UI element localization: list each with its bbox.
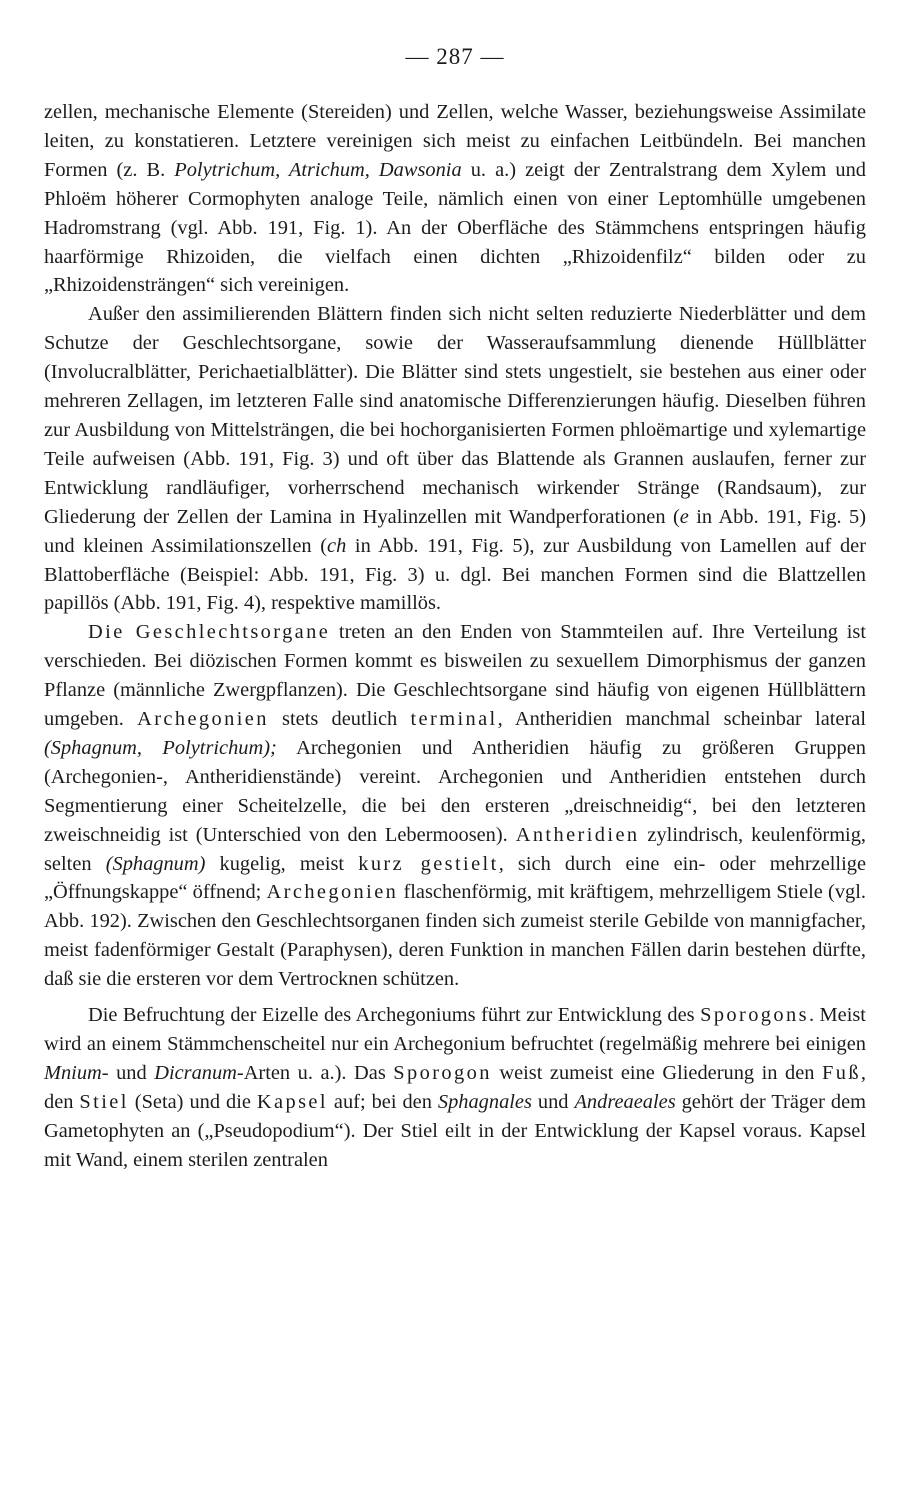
text-run: flaschenförmig, mit kräftigem, mehrzelligem Stiele (vgl. Abb. 192). Zwischen den Geschlechtsorganen finden sich zumeist sterile Gebilde von mannigfacher, meist fadenförmiger Gestalt (Paraphysen), deren Funktion in manchen Fällen darin bestehen dürfte, daß sie die ersteren vor dem Vertrocknen schützen. — [44, 881, 866, 991]
text-run: Arten u. a.). Das — [243, 1061, 394, 1084]
spaced-term: Kapsel — [256, 1090, 328, 1113]
paragraph-leaves — [44, 300, 866, 618]
paragraph-sporogon — [44, 1001, 866, 1174]
italic-term: Sphagnales — [437, 1090, 532, 1113]
text-run: auf; bei den — [327, 1090, 438, 1113]
paragraph-stem-anatomy — [44, 98, 866, 300]
italic-term: Dicranum- — [154, 1061, 244, 1084]
page-number: — 287 — — [405, 44, 505, 69]
spaced-term: Stiel — [79, 1090, 129, 1113]
text-run: . Meist wird an einem Stämmchenscheitel nur ein Archegonium befruchtet (regelmäßig mehrere bei einigen — [44, 1004, 866, 1055]
text-run: in Abb. 191, Fig. 5), zur Ausbildung von Lamellen auf der Blattoberfläche (Beispiel: Abb. 191, Fig. 3) u. dgl. Bei manchen Formen sind die Blattzellen papillös (Abb. 191, Fig. 4), respektive mamillös. — [44, 534, 866, 615]
spaced-term: terminal — [410, 708, 498, 731]
text-run: Archegonien und Antheridien häufig zu größeren Gruppen (Archegonien-, Antheridienstände) vereint. Archegonien und Antheridien entstehen durch Segmentierung einer Scheitelzelle, die bei den ersteren „dreischneidig“, bei den letzteren zweischneidig ist (Unterschied von den Lebermoosen). — [44, 736, 866, 846]
italic-term: (Sphagnum) — [105, 852, 206, 875]
body-text — [44, 98, 866, 1175]
spaced-term: Sporogons — [700, 1004, 809, 1027]
spaced-term: Archegonien — [266, 881, 399, 904]
text-run: und — [531, 1090, 575, 1113]
text-run: Außer den assimilierenden Blättern finden sich nicht selten reduzierte Niederblätter und dem Schutze der Geschlechtsorgane, sowie der Wasseraufsammlung dienende Hüllblätter (Involucralblätter, Perichaetialblätter). Die Blätter sind stets ungestielt, sie bestehen aus einer oder mehreren Zellagen, im letzteren Falle sind anatomische Differenzierungen häufig. Dieselben führen zur Ausbildung von Mittelsträngen, die bei hochorganisierten Formen phloëmartige und xylemartige Teile aufweisen (Abb. 191, Fig. 3) und oft über das Blattende als Grannen auslaufen, ferner zur Entwicklung randläufiger, vorherrschend mechanisch wirkender Stränge (Randsaum), zur Gliederung der Zellen der Lamina in Hyalinzellen mit Wandperforationen ( — [44, 303, 866, 528]
text-run: weist zumeist eine Gliederung in den — [491, 1061, 822, 1084]
spaced-term: Fuß — [821, 1061, 861, 1084]
italic-term: Mnium- — [44, 1061, 109, 1084]
text-run: stets deutlich — [268, 708, 411, 731]
text-run: Die Befruchtung der Eizelle des Archegoniums führt zur Entwicklung des — [88, 1004, 701, 1027]
text-run: zylindrisch, keulenförmig, selten — [44, 823, 867, 875]
text-run: kugelig, meist — [205, 852, 359, 875]
italic-term: (Sphagnum, Polytrichum); — [44, 736, 277, 759]
text-run: , sich durch eine ein- oder mehrzellige „Öffnungskappe“ öffnend; — [44, 852, 867, 904]
text-run: in Abb. 191, Fig. 5) und kleinen Assimilationszellen ( — [44, 505, 866, 557]
spaced-term: Die Geschlechtsorgane — [88, 621, 331, 644]
spaced-term: Archegonien — [137, 708, 269, 731]
paragraph-sex-organs — [44, 618, 866, 994]
italic-term: e — [679, 505, 689, 528]
text-run: , den — [44, 1061, 867, 1113]
spaced-term: kurz gestielt — [358, 852, 499, 875]
text-run: u. a.) zeigt der Zentralstrang dem Xylem und Phloëm höherer Cormophyten analoge Teile, nämlich einen von einer Leptomhülle umgebenen Hadromstrang (vgl. Abb. 191, Fig. 1). An der Oberfläche des Stämmchens entspringen häufig haarförmige Rhizoiden, die vielfach einen dichten „Rhizoidenfilz“ bilden oder zu „Rhizoidensträngen“ sich vereinigen. — [44, 158, 866, 297]
text-run: (Seta) und die — [128, 1090, 257, 1113]
text-run: und — [108, 1061, 155, 1084]
text-run: zellen, mechanische Elemente (Stereiden) und Zellen, welche Wasser, beziehungsweise Assimilate leiten, zu konstatieren. Letztere vereinigen sich meist zu einfachen Leitbündeln. Bei manchen Formen (z. B. — [44, 101, 866, 181]
italic-term: Polytrichum, Atrichum, Dawsonia — [174, 158, 462, 181]
text-run: treten an den Enden von Stammteilen auf. Ihre Verteilung ist verschieden. Bei diözischen Formen kommt es bisweilen zu sexuellem Dimorphismus der ganzen Pflanze (männliche Zwergpflanzen). Die Geschlechtsorgane sind häufig von eigenen Hüllblättern umgeben. — [44, 621, 866, 731]
italic-term: ch — [327, 534, 347, 557]
text-run: , Antheridien manchmal scheinbar lateral — [497, 708, 866, 731]
spaced-term: Sporogon — [393, 1061, 492, 1084]
italic-term: Andreaeales — [574, 1090, 676, 1113]
text-run: gehört der Träger dem Gametophyten an („Pseudopodium“). Der Stiel eilt in der Entwicklung der Kapsel voraus. Kapsel mit Wand, einem sterilen zentralen — [44, 1090, 867, 1171]
spaced-term: Antheridien — [515, 823, 640, 846]
